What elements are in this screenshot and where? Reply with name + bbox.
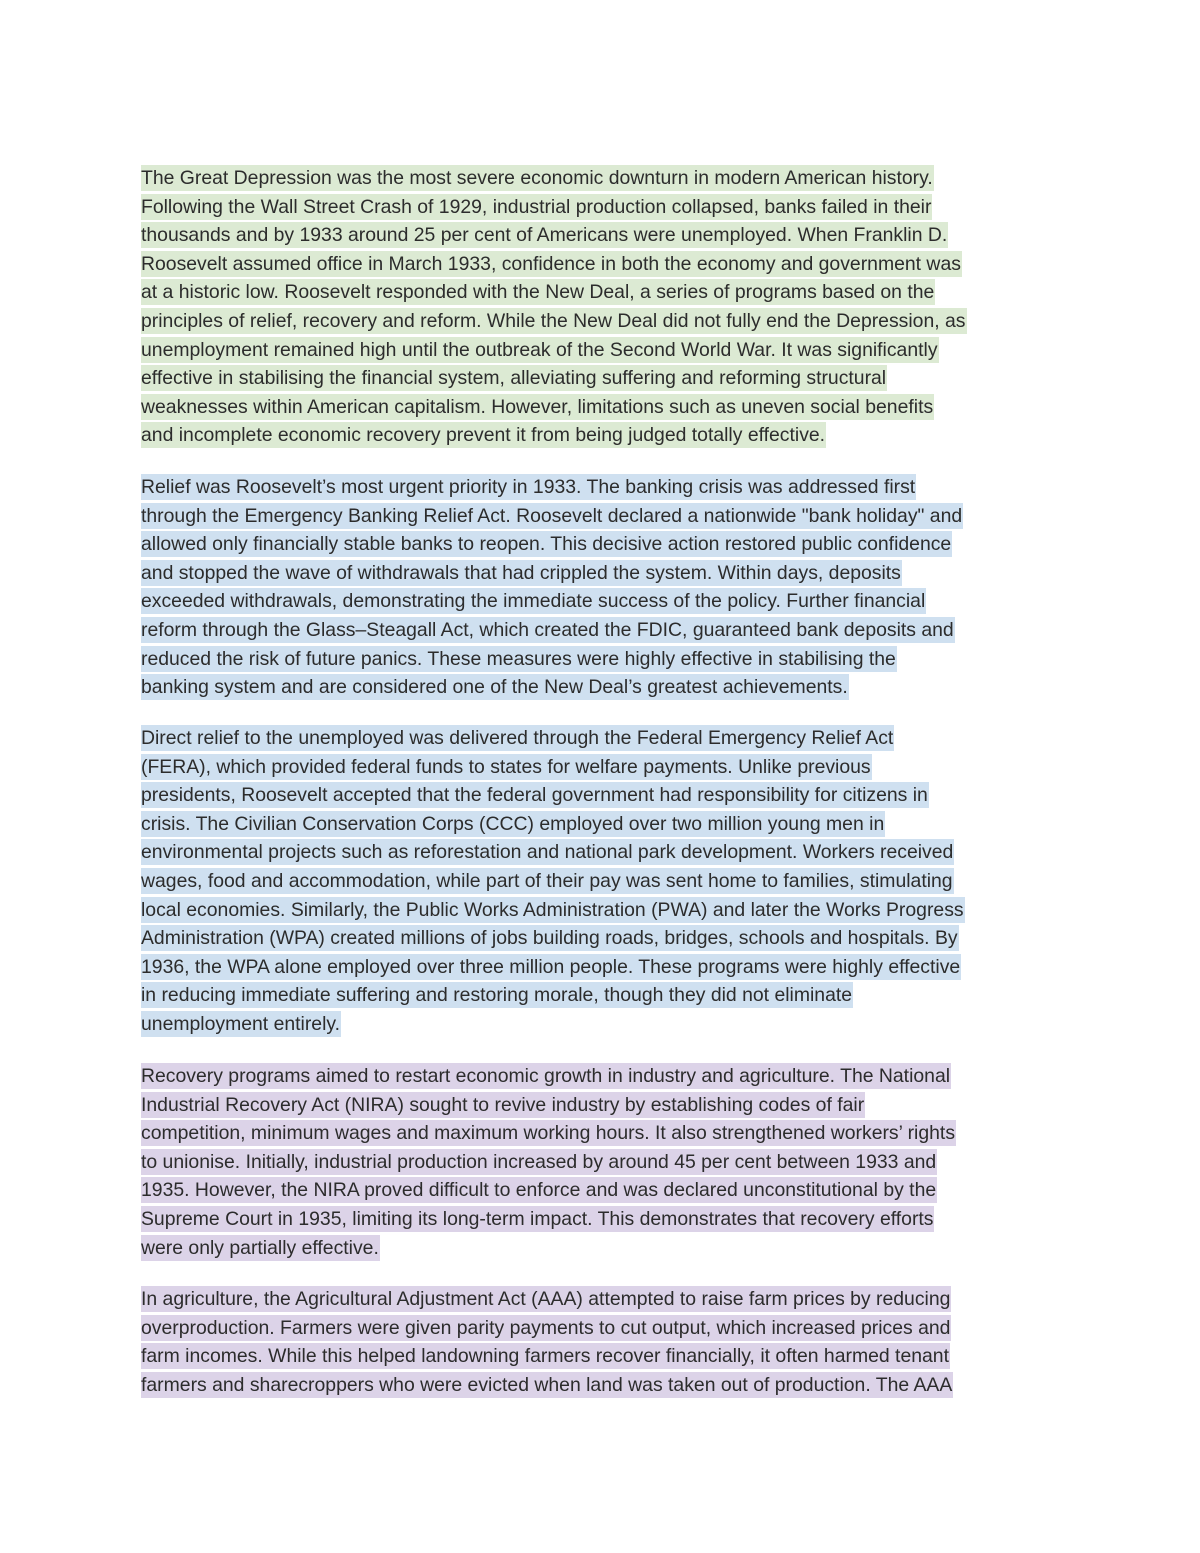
highlighted-text: 1936, the WPA alone employed over three million people. These programs were highly effective (141, 955, 961, 978)
highlighted-text: Supreme Court in 1935, limiting its long-term impact. This demonstrates that recovery efforts (141, 1207, 934, 1230)
highlighted-text: Roosevelt assumed office in March 1933, confidence in both the economy and government was (141, 252, 961, 275)
highlighted-text: Following the Wall Street Crash of 1929, industrial production collapsed, banks failed in their (141, 195, 932, 218)
highlighted-text: exceeded withdrawals, demonstrating the immediate success of the policy. Further financial (141, 590, 926, 613)
highlighted-text: wages, food and accommodation, while part of their pay was sent home to families, stimulating (141, 869, 953, 892)
highlighted-text: thousands and by 1933 around 25 per cent of Americans were unemployed. When Franklin D. (141, 224, 948, 247)
text-line (141, 1091, 1081, 1120)
text-line (141, 724, 1081, 753)
highlighted-text: at a historic low. Roosevelt responded with the New Deal, a series of programs based on the (141, 281, 935, 304)
highlighted-text: unemployment entirely. (141, 1012, 341, 1035)
highlighted-text: Direct relief to the unemployed was delivered through the Federal Emergency Relief Act (141, 727, 894, 749)
text-line (141, 164, 1081, 193)
highlighted-text: weaknesses within American capitalism. However, limitations such as uneven social benefits (141, 395, 934, 418)
highlighted-text: to unionise. Initially, industrial production increased by around 45 per cent between 1933 and (141, 1150, 937, 1173)
text-line (141, 587, 1081, 616)
text-line (141, 193, 1081, 222)
highlighted-text: farm incomes. While this helped landowning farmers recover financially, it often harmed tenant (141, 1345, 949, 1368)
highlighted-text: In agriculture, the Agricultural Adjustment Act (AAA) attempted to raise farm prices by reducing (141, 1288, 951, 1310)
highlighted-text: effective in stabilising the financial system, alleviating suffering and reforming structural (141, 367, 887, 390)
highlighted-text: presidents, Roosevelt accepted that the federal government had responsibility for citizens in (141, 784, 928, 807)
text-line (141, 1176, 1081, 1205)
text-line (141, 221, 1081, 250)
highlighted-text: (FERA), which provided federal funds to states for welfare payments. Unlike previous (141, 755, 871, 778)
text-line (141, 393, 1081, 422)
text-line (141, 502, 1081, 531)
text-line (141, 673, 1081, 702)
highlighted-text: unemployment remained high until the outbreak of the Second World War. It was significantly (141, 338, 938, 361)
paragraph-agricultural-recovery (141, 1285, 1081, 1399)
text-line (141, 924, 1081, 953)
text-line (141, 421, 1081, 450)
paragraph-industrial-recovery (141, 1062, 1081, 1262)
highlighted-text: Industrial Recovery Act (NIRA) sought to revive industry by establishing codes of fair (141, 1093, 865, 1116)
text-line (141, 336, 1081, 365)
highlighted-text: reduced the risk of future panics. These measures were highly effective in stabilising the (141, 647, 896, 670)
text-line (141, 1342, 1081, 1371)
highlighted-text: through the Emergency Banking Relief Act. Roosevelt declared a nationwide "bank holiday" and (141, 504, 963, 527)
text-line (141, 1010, 1081, 1039)
text-line (141, 867, 1081, 896)
text-line (141, 530, 1081, 559)
text-line (141, 1371, 1081, 1400)
highlighted-text: and incomplete economic recovery prevent it from being judged totally effective. (141, 424, 826, 447)
text-line (141, 1314, 1081, 1343)
highlighted-text: were only partially effective. (141, 1236, 379, 1259)
highlighted-text: farmers and sharecroppers who were evicted when land was taken out of production. The AAA (141, 1373, 953, 1396)
text-line (141, 753, 1081, 782)
highlighted-text: reform through the Glass–Steagall Act, which created the FDIC, guaranteed bank deposits and (141, 618, 954, 641)
text-line (141, 559, 1081, 588)
highlighted-text: overproduction. Farmers were given parity payments to cut output, which increased prices and (141, 1316, 951, 1339)
text-line (141, 953, 1081, 982)
text-line (141, 1285, 1081, 1314)
text-line (141, 645, 1081, 674)
text-line (141, 896, 1081, 925)
paragraph-direct-relief (141, 724, 1081, 1039)
highlighted-text: in reducing immediate suffering and restoring morale, though they did not eliminate (141, 984, 853, 1007)
highlighted-text: environmental projects such as reforestation and national park development. Workers received (141, 841, 954, 864)
text-line (141, 1234, 1081, 1263)
highlighted-text: competition, minimum wages and maximum working hours. It also strengthened workers’ rights (141, 1122, 956, 1145)
text-line (141, 250, 1081, 279)
highlighted-text: and stopped the wave of withdrawals that had crippled the system. Within days, deposits (141, 561, 901, 584)
paragraph-introduction (141, 164, 1081, 450)
text-line (141, 981, 1081, 1010)
highlighted-text: Recovery programs aimed to restart economic growth in industry and agriculture. The National (141, 1065, 951, 1087)
text-line (141, 838, 1081, 867)
highlighted-text: banking system and are considered one of the New Deal’s greatest achievements. (141, 676, 848, 699)
paragraph-banking-relief (141, 473, 1081, 702)
text-line (141, 278, 1081, 307)
text-line (141, 810, 1081, 839)
text-line (141, 781, 1081, 810)
highlighted-text: local economies. Similarly, the Public Works Administration (PWA) and later the Works Progress (141, 898, 964, 921)
highlighted-text: crisis. The Civilian Conservation Corps (CCC) employed over two million young men in (141, 812, 885, 835)
highlighted-text: Relief was Roosevelt’s most urgent priority in 1933. The banking crisis was addressed first (141, 476, 916, 498)
highlighted-text: principles of relief, recovery and reform. While the New Deal did not fully end the Depression, as (141, 309, 966, 332)
text-line (141, 1205, 1081, 1234)
text-line (141, 616, 1081, 645)
highlighted-text: 1935. However, the NIRA proved difficult to enforce and was declared unconstitutional by the (141, 1179, 937, 1202)
highlighted-text: allowed only financially stable banks to reopen. This decisive action restored public confidence (141, 533, 952, 556)
text-line (141, 307, 1081, 336)
text-line (141, 1148, 1081, 1177)
text-line (141, 1062, 1081, 1091)
text-line (141, 1119, 1081, 1148)
text-line (141, 473, 1081, 502)
text-line (141, 364, 1081, 393)
highlighted-text: The Great Depression was the most severe economic downturn in modern American history. (141, 167, 933, 189)
highlighted-text: Administration (WPA) created millions of jobs building roads, bridges, schools and hospitals. By (141, 927, 958, 950)
